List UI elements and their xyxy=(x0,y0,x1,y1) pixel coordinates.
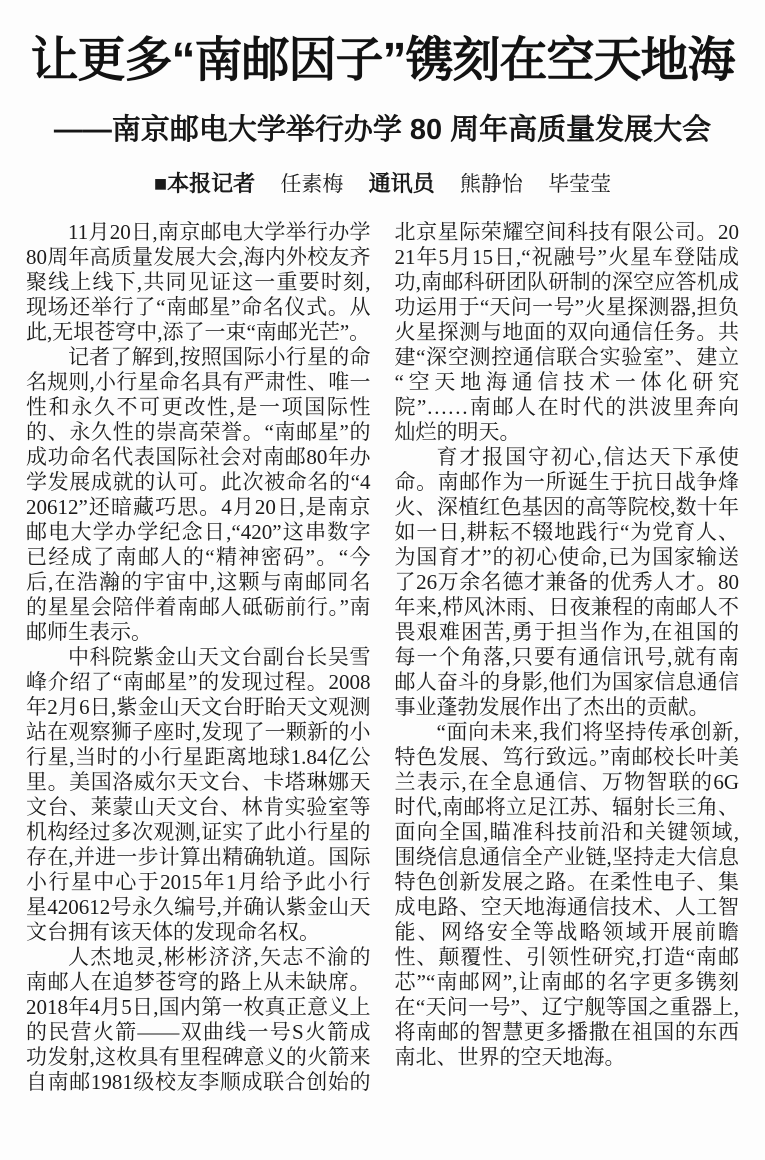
byline-reporter-label: ■本报记者 xyxy=(153,171,256,196)
body-paragraph: 育才报国守初心,信达天下承使命。南邮作为一所诞生于抗日战争烽火、深植红色基因的高等院校,数十年如一日,耕耘不辍地践行“为党育人、为国育才”的初心使命,已为国家输送了26万余名德才兼备的优秀人才。80年来,栉风沐雨、日夜兼程的南邮人不畏艰难困苦,勇于担当作为,在祖国的每一个角落,只要有通信讯号,就有南邮人奋斗的身影,他们为国家信息通信事业蓬勃发展作出了杰出的贡献。 xyxy=(394,445,739,719)
body-paragraph: 记者了解到,按照国际小行星的命名规则,小行星命名具有严肃性、唯一性和永久不可更改性,是一项国际性的、永久性的崇高荣誉。“南邮星”的成功命名代表国际社会对南邮80年办学发展成就的认可。此次被命名的“420612”还暗藏巧思。4月20日,是南京邮电大学办学纪念日,“420”这串数字已经成了南邮人的“精神密码”。“今后,在浩瀚的宇宙中,这颗与南邮同名的星星会陪伴着南邮人砥砺前行。”南邮师生表示。 xyxy=(26,345,371,644)
article-body xyxy=(26,220,739,1104)
article-subtitle: ——南京邮电大学举行办学 80 周年高质量发展大会 xyxy=(53,114,712,146)
byline-reporter-name: 任素梅 xyxy=(280,172,344,196)
body-paragraph: 人杰地灵,彬彬济济,矢志不渝的南邮人在追梦苍穹的路上从未缺席。2018年4月5日,国内第一枚真正意义上的民营火箭——双曲线一号S火箭成功发射,这枚具有里程碑意义的火箭来自南邮1981级校友李顺成联合创始的北京星际荣耀空间科技有限公司。2021年5月15日,“祝融号”火星车登陆成功,南邮科研团队研制的深空应答机成功运用于“天问一号”火星探测器,担负火星探测与地面的双向通信任务。共建“深空测控通信联合实验室”、建立“空天地海通信技术一体化研究院”……南邮人在时代的洪波里奔向灿烂的明天。 xyxy=(26,220,739,1094)
body-paragraph: “面向未来,我们将坚持传承创新,特色发展、笃行致远。”南邮校长叶美兰表示,在全息通信、万物智联的6G时代,南邮将立足江苏、辐射长三角、面向全国,瞄准科技前沿和关键领域,围绕信息通信全产业链,坚持走大信息特色创新发展之路。在柔性电子、集成电路、空天地海通信技术、人工智能、网络安全等战略领域开展前瞻性、颠覆性、引领性研究,打造“南邮芯”“南邮网”,让南邮的名字更多镌刻在“天问一号”、辽宁舰等国之重器上,将南邮的智慧更多播撒在祖国的东西南北、世界的空天地海。 xyxy=(394,720,739,1069)
article-headline: 让更多“南邮因子”镌刻在空天地海 xyxy=(30,34,735,87)
byline xyxy=(0,170,765,198)
body-paragraph: 11月20日,南京邮电大学举行办学80周年高质量发展大会,海内外校友齐聚线上线下,共同见证这一重要时刻,现场还举行了“南邮星”命名仪式。从此,无垠苍穹中,添了一束“南邮光芒”。 xyxy=(26,220,371,344)
byline-correspondent-name-1: 熊静怡 xyxy=(459,172,523,196)
byline-correspondent-label: 通讯员 xyxy=(368,171,435,196)
body-paragraph: 中科院紫金山天文台副台长吴雪峰介绍了“南邮星”的发现过程。2008年2月6日,紫金山天文台盱眙天文观测站在观察狮子座时,发现了一颗新的小行星,当时的小行星距离地球1.84亿公里。美国洛威尔天文台、卡塔琳娜天文台、莱蒙山天文台、林肯实验室等机构经过多次观测,证实了此小行星的存在,并进一步计算出精确轨道。国际小行星中心于2015年1月给予此小行星420612号永久编号,并确认紫金山天文台拥有该天体的发现命名权。 xyxy=(26,645,371,944)
byline-correspondent-name-2: 毕莹莹 xyxy=(548,172,612,196)
